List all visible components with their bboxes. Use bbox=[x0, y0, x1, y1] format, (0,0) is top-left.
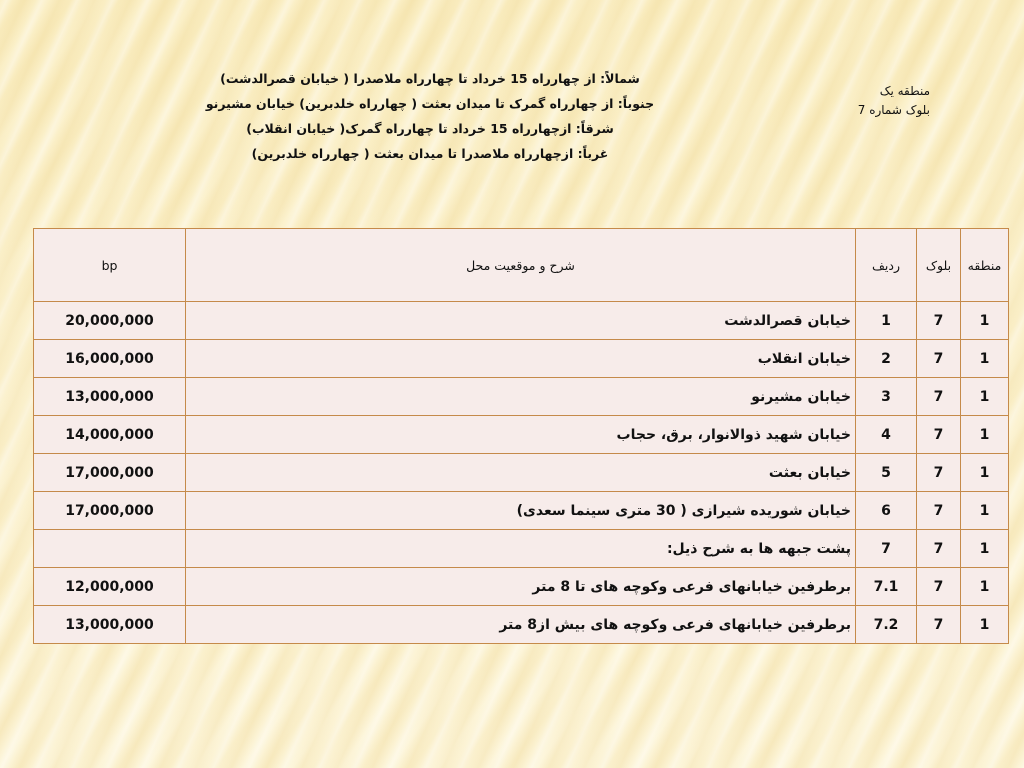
header-row: ردیف bbox=[856, 229, 917, 302]
boundaries-text bbox=[200, 66, 660, 166]
cell-bp: 16,000,000 bbox=[34, 340, 186, 378]
cell-row: 3 bbox=[856, 378, 917, 416]
cell-region: 1 bbox=[961, 302, 1009, 340]
header-bp: bp bbox=[34, 229, 186, 302]
table-row bbox=[34, 302, 1009, 340]
cell-region: 1 bbox=[961, 530, 1009, 568]
cell-description: پشت جبهه ها به شرح ذیل: bbox=[186, 530, 856, 568]
cell-region: 1 bbox=[961, 340, 1009, 378]
boundary-east: شرقاً: ازچهارراه 15 خرداد تا چهارراه گمرک( خیابان انقلاب) bbox=[246, 121, 614, 136]
cell-description: خیابان انقلاب bbox=[186, 340, 856, 378]
cell-region: 1 bbox=[961, 416, 1009, 454]
block-label: بلوک شماره 7 bbox=[857, 103, 930, 117]
region-block-header bbox=[820, 82, 930, 120]
block-table bbox=[33, 228, 1009, 644]
cell-region: 1 bbox=[961, 378, 1009, 416]
cell-bp: 20,000,000 bbox=[34, 302, 186, 340]
cell-block: 7 bbox=[917, 340, 961, 378]
cell-bp: 14,000,000 bbox=[34, 416, 186, 454]
cell-description: خیابان شهید ذوالانوار، برق، حجاب bbox=[186, 416, 856, 454]
cell-block: 7 bbox=[917, 606, 961, 644]
cell-bp: 13,000,000 bbox=[34, 378, 186, 416]
cell-region: 1 bbox=[961, 606, 1009, 644]
cell-bp: 17,000,000 bbox=[34, 492, 186, 530]
boundary-west: غرباً: ازچهارراه ملاصدرا تا میدان بعثت ( چهارراه خلدبرین) bbox=[251, 146, 609, 161]
cell-description: خیابان شوریده شیرازی ( 30 متری سینما سعدی) bbox=[186, 492, 856, 530]
header-description: شرح و موقعیت محل bbox=[186, 229, 856, 302]
cell-description: خیابان قصرالدشت bbox=[186, 302, 856, 340]
cell-block: 7 bbox=[917, 302, 961, 340]
table-row bbox=[34, 530, 1009, 568]
cell-bp: 17,000,000 bbox=[34, 454, 186, 492]
cell-description: خیابان بعثت bbox=[186, 454, 856, 492]
cell-bp: 13,000,000 bbox=[34, 606, 186, 644]
cell-description: خیابان مشیرنو bbox=[186, 378, 856, 416]
table-row bbox=[34, 606, 1009, 644]
table-row bbox=[34, 416, 1009, 454]
cell-block: 7 bbox=[917, 378, 961, 416]
cell-row: 6 bbox=[856, 492, 917, 530]
cell-description: برطرفین خیابانهای فرعی وکوچه های تا 8 متر bbox=[186, 568, 856, 606]
table-row bbox=[34, 340, 1009, 378]
table-row bbox=[34, 568, 1009, 606]
table-row bbox=[34, 378, 1009, 416]
cell-description: برطرفین خیابانهای فرعی وکوچه های بیش از8 متر bbox=[186, 606, 856, 644]
boundary-north: شمالاً: از چهارراه 15 خرداد تا چهارراه ملاصدرا ( خیابان قصرالدشت) bbox=[220, 71, 640, 86]
table-header-row bbox=[34, 229, 1009, 302]
header-block: بلوک bbox=[917, 229, 961, 302]
cell-row: 7.2 bbox=[856, 606, 917, 644]
cell-row: 4 bbox=[856, 416, 917, 454]
cell-bp: 12,000,000 bbox=[34, 568, 186, 606]
cell-row: 7.1 bbox=[856, 568, 917, 606]
cell-region: 1 bbox=[961, 568, 1009, 606]
region-label: منطقه یک bbox=[879, 84, 930, 98]
cell-row: 2 bbox=[856, 340, 917, 378]
boundary-south: جنوباً: از چهارراه گمرک تا میدان بعثت ( چهارراه خلدبرین) خیابان مشیرنو bbox=[205, 96, 655, 111]
cell-block: 7 bbox=[917, 530, 961, 568]
cell-region: 1 bbox=[961, 492, 1009, 530]
cell-row: 7 bbox=[856, 530, 917, 568]
table-row bbox=[34, 454, 1009, 492]
cell-block: 7 bbox=[917, 492, 961, 530]
cell-block: 7 bbox=[917, 568, 961, 606]
cell-row: 1 bbox=[856, 302, 917, 340]
cell-block: 7 bbox=[917, 454, 961, 492]
cell-row: 5 bbox=[856, 454, 917, 492]
cell-block: 7 bbox=[917, 416, 961, 454]
cell-region: 1 bbox=[961, 454, 1009, 492]
cell-bp bbox=[34, 530, 186, 568]
header-region: منطقه bbox=[961, 229, 1009, 302]
table-row bbox=[34, 492, 1009, 530]
